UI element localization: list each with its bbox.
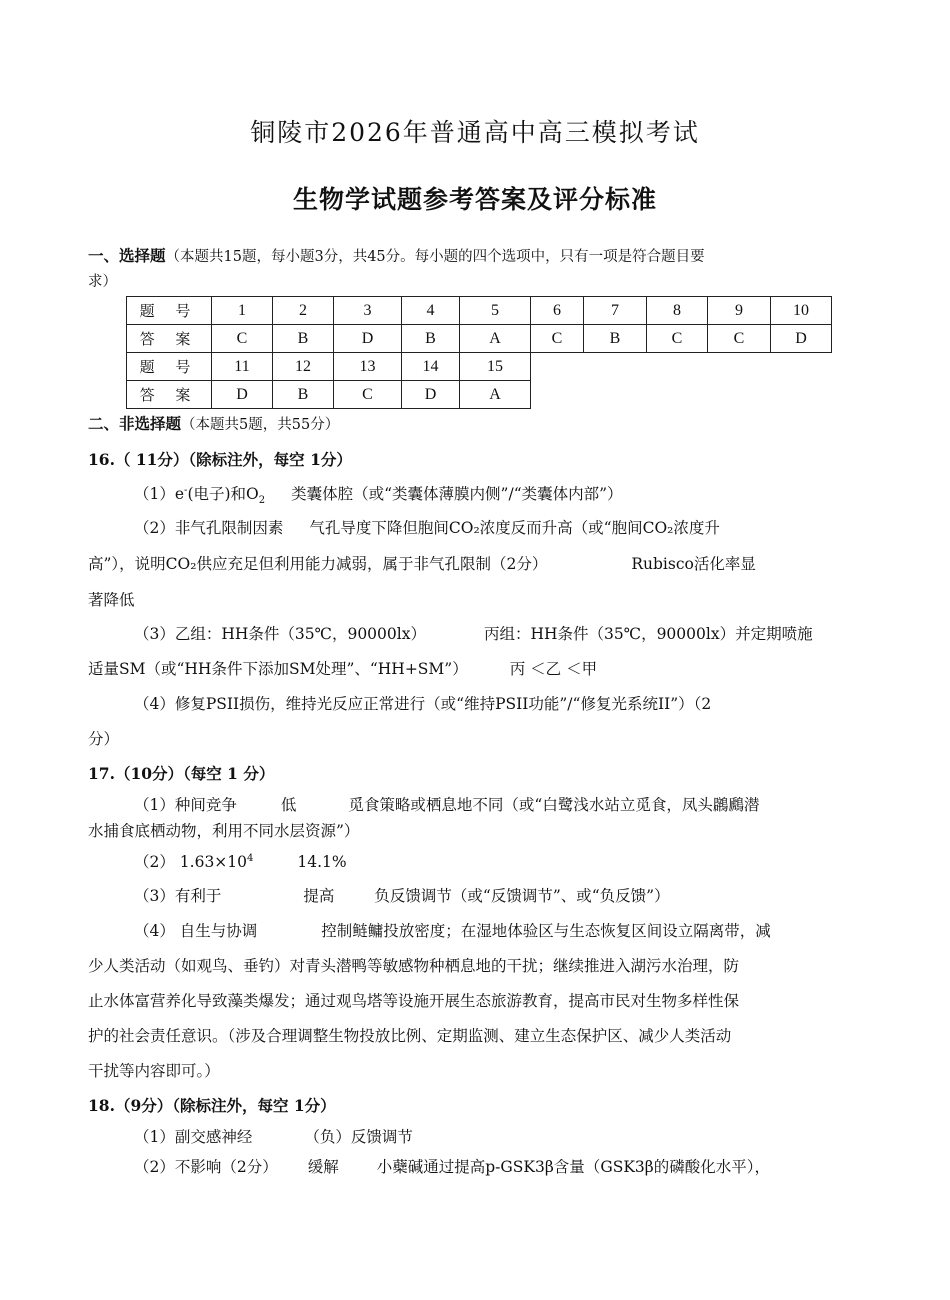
document-subtitle: 生物学试题参考答案及评分标准 — [292, 185, 657, 214]
q18-heading: 18.（9分）（除标注外，每空 1分） — [88, 1096, 336, 1115]
table-cell: C — [212, 325, 273, 353]
empty-cell — [531, 353, 832, 381]
q17-line-7: 止水体富营养化导致藻类爆发；通过观鸟塔等设施开展生态旅游教育，提高市民对生物多样性保 — [88, 992, 740, 1010]
table-cell: C — [334, 381, 402, 409]
section-1-heading — [88, 243, 868, 270]
section-1-note: （本题共15题，每小题3分，共45分。每小题的四个选项中，只有一项是符合题目要 — [165, 249, 705, 265]
table-cell: 12 — [273, 353, 334, 381]
q17-line-5: （4） 自生与协调 控制鲢鳙投放密度；在湿地体验区与生态恢复区间设立隔离带，减 — [134, 922, 771, 940]
table-cell: C — [531, 325, 584, 353]
section-2-label: 二、非选择题 — [88, 414, 182, 433]
q16-line-4: 著降低 — [88, 591, 135, 609]
table-cell: B — [402, 325, 460, 353]
section-1-note-cont: 求） — [88, 274, 117, 290]
q17-line-6: 少人类活动（如观鸟、垂钓）对青头潜鸭等敏感物种栖息地的干扰；继续推进入湖污水治理，防 — [88, 957, 740, 975]
q16-line-7: （4）修复PSII损伤，维持光反应正常进行（或“维持PSII功能”/“修复光系统II”）（2 — [134, 695, 712, 713]
table-row — [127, 353, 832, 381]
table-cell: B — [273, 325, 334, 353]
table-cell: 13 — [334, 353, 402, 381]
table-cell: 15 — [460, 353, 531, 381]
q17-line-8: 护的社会责任意识。（涉及合理调整生物投放比例、定期监测、建立生态保护区、减少人类活动 — [88, 1027, 732, 1045]
table-cell: B — [273, 381, 334, 409]
table-cell: 6 — [531, 297, 584, 325]
exam-title: 铜陵市2026年普通高中高三模拟考试 — [250, 118, 700, 147]
table-cell: A — [460, 381, 531, 409]
table-row — [127, 325, 832, 353]
table-cell: 8 — [647, 297, 708, 325]
q17-heading: 17.（10分）（每空 1 分） — [88, 764, 275, 783]
q17-line-4: （3）有利于 提高 负反馈调节（或“反馈调节”、或“负反馈”） — [134, 887, 670, 905]
table-cell: 4 — [402, 297, 460, 325]
q17-line-2: 水捕食底栖动物，利用不同水层资源”） — [88, 822, 360, 840]
table-cell: D — [771, 325, 832, 353]
section-2-heading — [88, 411, 868, 438]
table-cell: D — [212, 381, 273, 409]
table-cell: 5 — [460, 297, 531, 325]
table-cell: 11 — [212, 353, 273, 381]
q17-line-3: （2） $1.63\times 10^4$ 14.1% — [134, 852, 347, 871]
q16-heading: 16.（ 11分）（除标注外，每空 1分） — [88, 450, 352, 469]
table-cell: 9 — [708, 297, 771, 325]
table-row — [127, 381, 832, 409]
q18-line-2: （2）不影响（2分） 缓解 小蘗碱通过提高p-GSK3β含量（GSK3β的磷酸化水平）， — [134, 1158, 770, 1176]
table-cell: 14 — [402, 353, 460, 381]
table-cell: B — [584, 325, 647, 353]
q17-line-1: （1）种间竞争 低 觅食策略或栖息地不同（或“白鹭浅水站立觅食，凤头鸊鷉潜 — [134, 796, 760, 814]
table-cell: C — [708, 325, 771, 353]
answer-header-cell: 答 案 — [127, 325, 212, 353]
table-cell: 7 — [584, 297, 647, 325]
q16-line-3: 高”），说明CO₂供应充足但利用能力减弱，属于非气孔限制（2分） Rubisco活化率显 — [88, 555, 756, 573]
table-cell: 10 — [771, 297, 832, 325]
q16-line-8: 分） — [88, 730, 120, 748]
table-cell: C — [647, 325, 708, 353]
question-header-cell: 题 号 — [127, 297, 212, 325]
section-2-note: （本题共5题，共55分） — [181, 417, 340, 433]
q18-line-1: （1）副交感神经 （负）反馈调节 — [134, 1128, 413, 1146]
answer-table — [126, 296, 832, 409]
table-row — [127, 297, 832, 325]
table-cell: 2 — [273, 297, 334, 325]
question-header-cell: 题 号 — [127, 353, 212, 381]
table-cell: 3 — [334, 297, 402, 325]
table-cell: D — [402, 381, 460, 409]
q16-line-6: 适量SM（或“HH条件下添加SM处理”、“HH+SM”） 丙 ＜乙 ＜甲 — [88, 660, 598, 678]
answer-header-cell: 答 案 — [127, 381, 212, 409]
table-cell: D — [334, 325, 402, 353]
section-1-label: 一、选择题 — [88, 246, 166, 265]
table-cell: A — [460, 325, 531, 353]
q16-line-2: （2）非气孔限制因素 气孔导度下降但胞间CO₂浓度反而升高（或“胞间CO₂浓度升 — [134, 519, 720, 537]
q16-line-5: （3）乙组：HH条件（35℃，90000lx） 丙组：HH条件（35℃，90000lx）并定期喷施 — [134, 625, 813, 643]
q16-line-1: （1）e-(电子)和$O_2$ 类囊体腔（或“类囊体薄膜内侧”/“类囊体内部”） — [134, 484, 623, 507]
empty-cell — [531, 381, 832, 409]
q17-line-9: 干扰等内容即可。） — [88, 1062, 220, 1080]
table-cell: 1 — [212, 297, 273, 325]
